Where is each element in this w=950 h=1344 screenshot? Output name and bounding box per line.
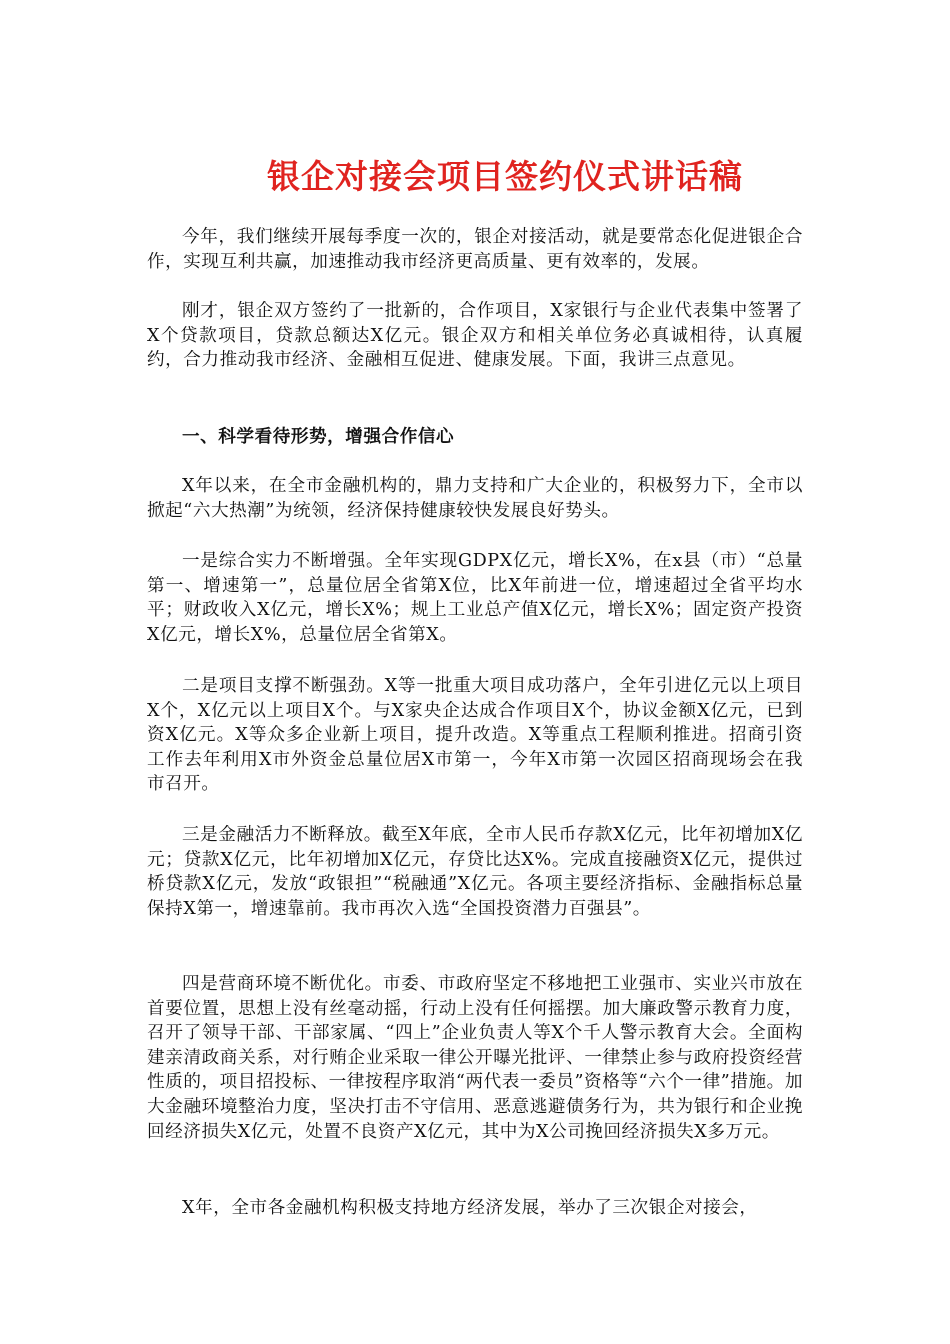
paragraph-strength: 一是综合实力不断增强。全年实现GDPX亿元，增长X%，在x县（市）“总量第一、增速第一”，总量位居全省第X位，比X年前进一位，增速超过全省平均水平；财政收入X亿元，增长X%；规上工业总产值X亿元，增长X%；固定资产投资X亿元，增长X%，总量位居全省第X。: [147, 551, 803, 645]
paragraph-signing: 刚才，银企双方签约了一批新的，合作项目，X家银行与企业代表集中签署了X个贷款项目，贷款总额达X亿元。银企双方和相关单位务必真诚相待，认真履约，合力推动我市经济、金融相互促进、健康发展。下面，我讲三点意见。: [147, 301, 803, 371]
paragraph-projects: 二是项目支撑不断强劲。X等一批重大项目成功落户，全年引进亿元以上项目X个，X亿元以上项目X个。与X家央企达成合作项目X个，协议金额X亿元，已到资X亿元。X等众多企业新上项目，提升改造。X等重点工程顺利推进。招商引资工作去年利用X市外资金总量位居X市第一，今年X市第一次园区招商现场会在我市召开。: [147, 676, 803, 795]
paragraph-closing: X年，全市各金融机构积极支持地方经济发展，举办了三次银企对接会，: [182, 1198, 758, 1218]
paragraph-environment: 四是营商环境不断优化。市委、市政府坚定不移地把工业强市、实业兴市放在首要位置，思想上没有丝毫动摇，行动上没有任何摇摆。加大廉政警示教育力度，召开了领导干部、干部家属、“四上”企业负责人等X个千人警示教育大会。全面构建亲清政商关系，对行贿企业采取一律公开曝光批评、一律禁止参与政府投资经营性质的，项目招投标、一律按程序取消“两代表一委员”资格等“六个一律”措施。加大金融环境整治力度，坚决打击不守信用、恶意逃避债务行为，共为银行和企业挽回经济损失X亿元，处置不良资产X亿元，其中为X公司挽回经济损失X多万元。: [147, 974, 803, 1142]
paragraph-intro: 今年，我们继续开展每季度一次的，银企对接活动，就是要常态化促进银企合作，实现互利共赢，加速推动我市经济更高质量、更有效率的，发展。: [147, 227, 803, 272]
document-title: 银企对接会项目签约仪式讲话稿: [267, 157, 743, 196]
paragraph-overview: X年以来，在全市金融机构的，鼎力支持和广大企业的，积极努力下，全市以掀起“六大热潮”为统领，经济保持健康较快发展良好势头。: [147, 476, 803, 521]
paragraph-finance: 三是金融活力不断释放。截至X年底，全市人民币存款X亿元，比年初增加X亿元；贷款X亿元，比年初增加X亿元，存贷比达X%。完成直接融资X亿元，提供过桥贷款X亿元，发放“政银担”“税融通”X亿元。各项主要经济指标、金融指标总量保持X第一，增速靠前。我市再次入选“全国投资潜力百强县”。: [147, 825, 803, 919]
section-heading-1: 一、科学看待形势，增强合作信心: [182, 426, 455, 447]
